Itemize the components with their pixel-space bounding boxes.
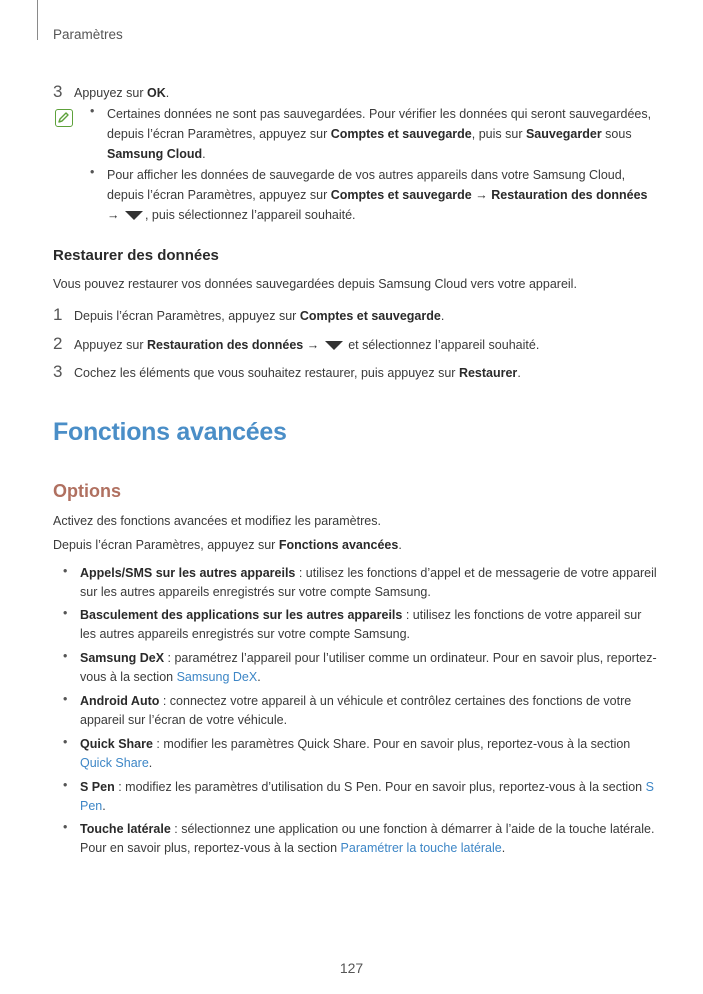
list-item-samsung-dex: Samsung DeX : paramétrez l’appareil pour l’utiliser comme un ordinateur. Pour en savoir plus, reportez-vous à la section Samsung DeX. — [80, 651, 657, 684]
list-bullet: • — [63, 564, 68, 578]
section-heading-options: Options — [53, 481, 121, 501]
restore-step-1: 1 Depuis l’écran Paramètres, appuyez sur Comptes et sauvegarde. — [53, 305, 445, 324]
restore-step-2: 2 Appuyez sur Restauration des données → et sélectionnez l’appareil souhaité. — [53, 334, 540, 353]
restore-step-3: 3 Cochez les éléments que vous souhaitez restaurer, puis appuyez sur Restaurer. — [53, 362, 521, 381]
page-number: 127 — [339, 960, 364, 976]
list-bullet: • — [63, 692, 68, 706]
list-bullet: • — [63, 735, 68, 749]
link-s-pen[interactable]: S Pen — [80, 780, 654, 813]
list-item-android-auto: Android Auto : connectez votre appareil à un véhicule et contrôlez certaines des fonctions de votre appareil sur l’écran de votre véhicule. — [80, 694, 632, 727]
options-intro: Activez des fonctions avancées et modifiez les paramètres. — [53, 514, 381, 528]
page-header-title: Paramètres — [53, 27, 123, 42]
restore-intro: Vous pouvez restaurer vos données sauvegardées depuis Samsung Cloud vers votre appareil. — [53, 277, 577, 291]
list-item-side-key: Touche latérale : sélectionnez une application ou une fonction à démarrer à l’aide de la touche latérale. Pour en savoir plus, reportez-vous à la section Paramétrer la touche latérale. — [80, 822, 655, 855]
link-samsung-dex[interactable]: Samsung DeX — [176, 670, 258, 684]
note-bullet: • — [90, 165, 95, 179]
list-bullet: • — [63, 649, 68, 663]
list-item-s-pen: S Pen : modifiez les paramètres d’utilisation du S Pen. Pour en savoir plus, reportez-vous à la section S Pen. — [80, 780, 654, 813]
link-quick-share[interactable]: Quick Share — [80, 756, 149, 770]
note-bullet: • — [90, 104, 95, 118]
list-bullet: • — [63, 820, 68, 834]
link-side-key-settings[interactable]: Paramétrer la touche latérale — [340, 841, 502, 855]
list-item-calls-sms: Appels/SMS sur les autres appareils : utilisez les fonctions d’appel et de messagerie de votre appareil sur les autres appareils enregistrés sur votre compte Samsung. — [80, 566, 657, 599]
list-item-quick-share: Quick Share : modifier les paramètres Quick Share. Pour en savoir plus, reportez-vous à la section Quick Share. — [80, 737, 631, 770]
header-divider — [37, 0, 38, 40]
section-heading-restore: Restaurer des données — [53, 247, 219, 264]
list-bullet: • — [63, 606, 68, 620]
dropdown-triangle-icon — [325, 341, 343, 350]
note-item-2: Pour afficher les données de sauvegarde de vos autres appareils dans votre Samsung Cloud, depuis l’écran Paramètres, appuyez sur Comptes et sauvegarde → Restauration des données → , puis sélectionnez l’appareil souhaité. — [107, 168, 648, 222]
list-item-app-switch: Basculement des applications sur les autres appareils : utilisez les fonctions de votre appareil sur les autres appareils enregistrés sur votre compte Samsung. — [80, 608, 642, 641]
chapter-title: Fonctions avancées — [53, 418, 287, 446]
step-3-ok: 3 Appuyez sur OK. — [53, 82, 170, 101]
pencil-note-icon — [55, 109, 73, 127]
options-path: Depuis l’écran Paramètres, appuyez sur Fonctions avancées. — [53, 538, 402, 552]
note-item-1: Certaines données ne sont pas sauvegardées. Pour vérifier les données qui seront sauvegardées, depuis l’écran Paramètres, appuyez sur Comptes et sauvegarde, puis sur Sauvegarder sous Samsung Cloud. — [107, 107, 652, 161]
dropdown-triangle-icon — [125, 211, 143, 220]
list-bullet: • — [63, 778, 68, 792]
